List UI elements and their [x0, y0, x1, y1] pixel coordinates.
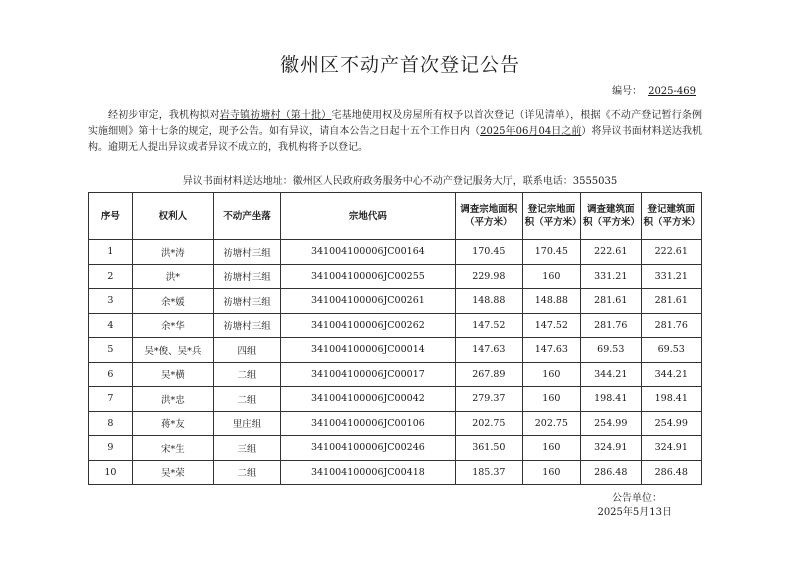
surveyed-building-area-cell: 198.41 — [581, 387, 641, 412]
table-row — [89, 240, 702, 265]
surveyed-parcel-area-cell: 229.98 — [455, 264, 522, 289]
registered-parcel-area-cell: 160 — [522, 436, 580, 461]
property-location-cell: 祊塘村三组 — [214, 313, 281, 338]
registered-building-area-cell: 286.48 — [641, 460, 702, 485]
surveyed-parcel-area-cell: 185.37 — [455, 460, 522, 485]
surveyed-parcel-area-cell: 279.37 — [455, 387, 522, 412]
property-location-cell: 三组 — [214, 436, 281, 461]
registration-table — [88, 192, 702, 485]
column-header: 不动产坐落 — [214, 193, 281, 240]
row-number-cell: 6 — [89, 362, 133, 387]
column-header: 调查建筑面积（平方米） — [581, 193, 641, 240]
announcement-date: 2025年5月13日 — [597, 507, 672, 518]
row-number-cell: 5 — [89, 338, 133, 363]
row-number-cell: 3 — [89, 289, 133, 314]
parcel-code-cell: 341004100006JC00164 — [280, 240, 455, 265]
registered-parcel-area-cell: 170.45 — [522, 240, 580, 265]
registered-building-area-cell: 254.99 — [641, 411, 702, 436]
table-row — [89, 411, 702, 436]
right-holder-cell: 洪*涛 — [132, 240, 213, 265]
surveyed-building-area-cell: 324.91 — [581, 436, 641, 461]
surveyed-parcel-area-cell: 147.63 — [455, 338, 522, 363]
surveyed-parcel-area-cell: 148.88 — [455, 289, 522, 314]
surveyed-parcel-area-cell: 202.75 — [455, 411, 522, 436]
registered-parcel-area-cell: 148.88 — [522, 289, 580, 314]
registered-building-area-cell: 281.76 — [641, 313, 702, 338]
column-header: 登记宗地面积（平方米） — [522, 193, 580, 240]
parcel-code-cell: 341004100006JC00042 — [280, 387, 455, 412]
property-location-cell: 祊塘村三组 — [214, 240, 281, 265]
surveyed-building-area-cell: 254.99 — [581, 411, 641, 436]
intro-text-1: 经初步审定，我机构拟对 — [108, 110, 220, 121]
intro-text-3: ）将异议书面材料送达我机构。逾期无人提出异议或者异议不成立的，我机构将予以登记。 — [88, 126, 703, 153]
registered-building-area-cell: 281.61 — [641, 289, 702, 314]
row-number-cell: 1 — [89, 240, 133, 265]
parcel-code-cell: 341004100006JC00262 — [280, 313, 455, 338]
registered-parcel-area-cell: 147.52 — [522, 313, 580, 338]
column-header: 序号 — [89, 193, 133, 240]
table-row — [89, 460, 702, 485]
table-row — [89, 387, 702, 412]
parcel-code-cell: 341004100006JC00418 — [280, 460, 455, 485]
property-location-cell: 祊塘村三组 — [214, 289, 281, 314]
intro-location: 岩寺镇祊塘村（第十批） — [219, 110, 332, 121]
table-row — [89, 362, 702, 387]
row-number-cell: 7 — [89, 387, 133, 412]
column-header: 登记建筑面积（平方米） — [641, 193, 702, 240]
property-location-cell: 二组 — [214, 362, 281, 387]
row-number-cell: 9 — [89, 436, 133, 461]
row-number-cell: 8 — [89, 411, 133, 436]
registered-parcel-area-cell: 202.75 — [522, 411, 580, 436]
column-header: 权利人 — [132, 193, 213, 240]
parcel-code-cell: 341004100006JC00106 — [280, 411, 455, 436]
property-location-cell: 祊塘村三组 — [214, 264, 281, 289]
column-header: 宗地代码 — [280, 193, 455, 240]
intro-text-2: 宅基地使用权及房屋所有权予以首次登记（详见清单），根据《不动产登记暂行条例实施细则》第十七条的规定，现予公告。如有异议，请自本公告之日起十五个工作日内（ — [88, 110, 703, 137]
property-location-cell: 二组 — [214, 460, 281, 485]
parcel-code-cell: 341004100006JC00246 — [280, 436, 455, 461]
surveyed-building-area-cell: 331.21 — [581, 264, 641, 289]
right-holder-cell: 宋*生 — [132, 436, 213, 461]
surveyed-building-area-cell: 69.53 — [581, 338, 641, 363]
right-holder-cell: 吴*横 — [132, 362, 213, 387]
table-row — [89, 289, 702, 314]
table-row — [89, 264, 702, 289]
parcel-code-cell: 341004100006JC00014 — [280, 338, 455, 363]
registered-parcel-area-cell: 160 — [522, 264, 580, 289]
surveyed-building-area-cell: 281.61 — [581, 289, 641, 314]
parcel-code-cell: 341004100006JC00255 — [280, 264, 455, 289]
column-header: 调查宗地面积（平方米） — [455, 193, 522, 240]
surveyed-parcel-area-cell: 267.89 — [455, 362, 522, 387]
right-holder-cell: 洪*忠 — [132, 387, 213, 412]
document-number — [612, 82, 696, 97]
row-number-cell: 4 — [89, 313, 133, 338]
registered-parcel-area-cell: 160 — [522, 362, 580, 387]
right-holder-cell: 蒋*友 — [132, 411, 213, 436]
registered-parcel-area-cell: 160 — [522, 460, 580, 485]
right-holder-cell: 吴*俊、吴*兵 — [132, 338, 213, 363]
property-location-cell: 二组 — [214, 387, 281, 412]
registered-parcel-area-cell: 147.63 — [522, 338, 580, 363]
registered-building-area-cell: 198.41 — [641, 387, 702, 412]
announcement-body — [88, 108, 702, 156]
surveyed-building-area-cell: 222.61 — [581, 240, 641, 265]
surveyed-parcel-area-cell: 147.52 — [455, 313, 522, 338]
registered-building-area-cell: 324.91 — [641, 436, 702, 461]
table-header-row — [89, 193, 702, 240]
intro-deadline: 2025年06月04日之前 — [480, 126, 582, 137]
registered-building-area-cell: 331.21 — [641, 264, 702, 289]
surveyed-building-area-cell: 344.21 — [581, 362, 641, 387]
right-holder-cell: 余*媛 — [132, 289, 213, 314]
parcel-code-cell: 341004100006JC00017 — [280, 362, 455, 387]
table-row — [89, 338, 702, 363]
row-number-cell: 10 — [89, 460, 133, 485]
document-number-label: 编号： — [612, 86, 643, 97]
registered-building-area-cell: 69.53 — [641, 338, 702, 363]
announcing-unit-label: 公告单位： — [612, 493, 662, 504]
right-holder-cell: 余*华 — [132, 313, 213, 338]
registered-building-area-cell: 344.21 — [641, 362, 702, 387]
row-number-cell: 2 — [89, 264, 133, 289]
property-location-cell: 里庄组 — [214, 411, 281, 436]
right-holder-cell: 洪* — [132, 264, 213, 289]
surveyed-building-area-cell: 286.48 — [581, 460, 641, 485]
property-location-cell: 四组 — [214, 338, 281, 363]
table-row — [89, 436, 702, 461]
page-title: 徽州区不动产首次登记公告 — [279, 54, 520, 76]
surveyed-building-area-cell: 281.76 — [581, 313, 641, 338]
document-number-value: 2025-469 — [648, 86, 696, 97]
right-holder-cell: 吴*荣 — [132, 460, 213, 485]
registered-parcel-area-cell: 160 — [522, 387, 580, 412]
surveyed-parcel-area-cell: 170.45 — [455, 240, 522, 265]
surveyed-parcel-area-cell: 361.50 — [455, 436, 522, 461]
table-row — [89, 313, 702, 338]
objection-address: 异议书面材料送达地址：徽州区人民政府政务服务中心不动产登记服务大厅，联系电话：3555035 — [182, 176, 618, 187]
registered-building-area-cell: 222.61 — [641, 240, 702, 265]
parcel-code-cell: 341004100006JC00261 — [280, 289, 455, 314]
